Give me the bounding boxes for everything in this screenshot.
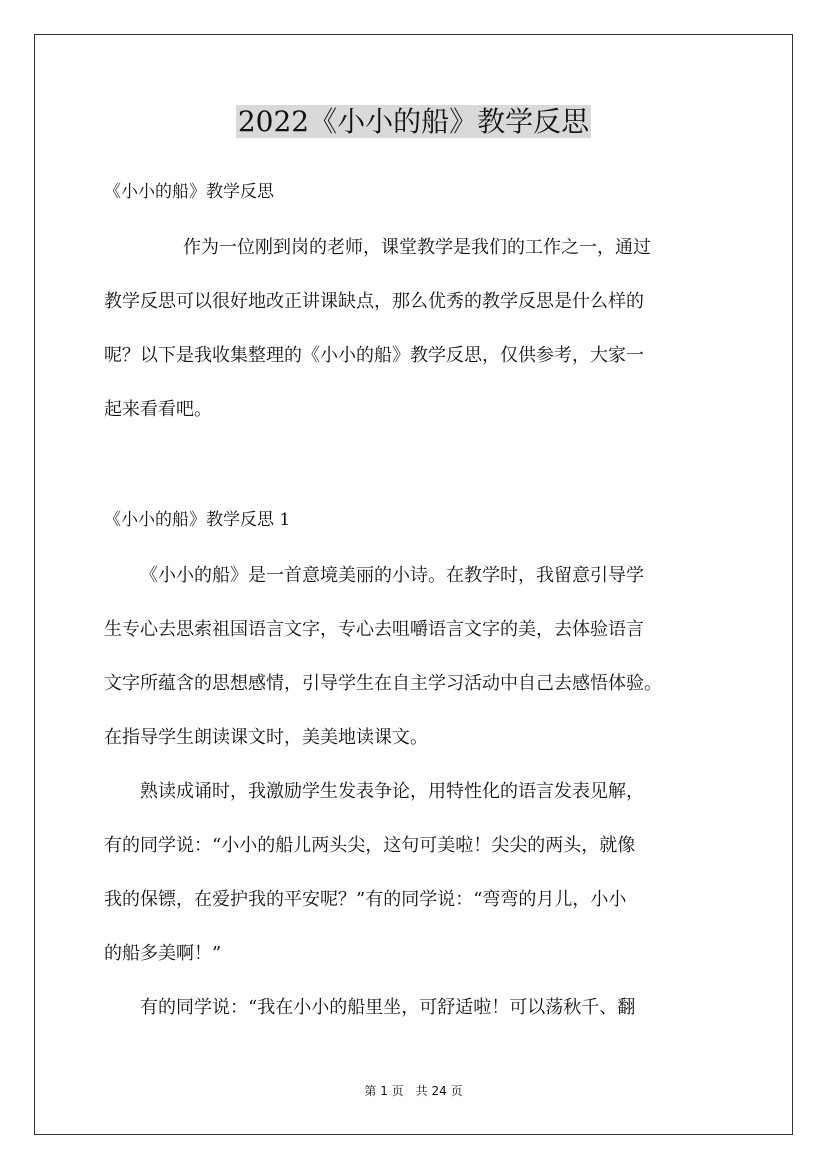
intro-line: 教学反思可以很好地改正讲课缺点，那么优秀的教学反思是什么样的 <box>104 291 644 312</box>
paragraph-line: 《小小的船》是一首意境美丽的小诗。在教学时，我留意引导学 <box>140 565 644 586</box>
paragraph-line: 有的同学说：“我在小小的船里坐，可舒适啦！可以荡秋千、翻 <box>140 997 636 1018</box>
intro-line: 作为一位刚到岗的老师，课堂教学是我们的工作之一，通过 <box>183 237 651 258</box>
intro-line: 起来看看吧。 <box>104 399 212 420</box>
document-title: 2022《小小的船》教学反思 <box>237 105 590 138</box>
paragraph-line: 的船多美啊！” <box>104 943 222 964</box>
paragraph-line: 文字所蕴含的思想感情，引导学生在自主学习活动中自己去感悟体验。 <box>104 673 662 694</box>
paragraph-line: 我的保镖，在爱护我的平安呢？”有的同学说：“弯弯的月儿，小小 <box>104 889 627 910</box>
document-subtitle: 《小小的船》教学反思 <box>104 182 274 202</box>
paragraph-line: 生专心去思索祖国语言文字，专心去咀嚼语言文字的美，去体验语言 <box>104 619 644 640</box>
page-number: 第 1 页 共 24 页 <box>364 1084 463 1098</box>
paragraph-line: 在指导学生朗读课文时，美美地读课文。 <box>104 727 428 748</box>
section-heading: 《小小的船》教学反思 1 <box>104 510 291 530</box>
intro-line: 呢？以下是我收集整理的《小小的船》教学反思，仅供参考，大家一 <box>104 345 644 366</box>
document-title-block <box>0 101 827 143</box>
paragraph-line: 有的同学说：“小小的船儿两头尖，这句可美啦！尖尖的两头，就像 <box>104 835 636 856</box>
paragraph-line: 熟读成诵时，我激励学生发表争论，用特性化的语言发表见解， <box>140 781 644 802</box>
